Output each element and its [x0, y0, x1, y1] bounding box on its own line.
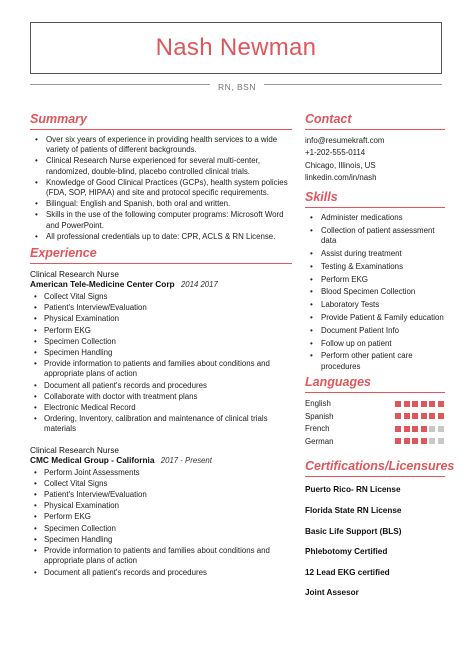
job-org-name: CMC Medical Group - California — [30, 454, 155, 465]
language-name: German — [305, 436, 334, 446]
experience-heading: Experience — [30, 246, 97, 261]
level-square-filled — [395, 413, 401, 419]
summary-item: • Skills in the use of the following computer programs: Microsoft Word and PowerPoint. — [30, 210, 292, 230]
job-duty: • Specimen Collection — [30, 524, 292, 534]
summary-item: • Bilingual: English and Spanish, both oral and written. — [30, 199, 292, 209]
job-duty: • Provide information to patients and families about conditions and appropriate plans of action — [30, 546, 292, 566]
languages-section — [305, 375, 445, 448]
contact-location: Chicago, Illinois, US — [305, 160, 376, 170]
summary-item: • Clinical Research Nurse experienced for several multi-center, randomized, double-blind, placebo controlled clinical trials. — [30, 156, 292, 176]
level-square-filled — [429, 413, 435, 419]
certifications-heading: Certifications/Licensures — [305, 459, 455, 474]
certification-item: Puerto Rico- RN License — [305, 485, 401, 495]
language-level — [395, 426, 444, 432]
level-square-empty — [429, 438, 435, 444]
job-duty: • Document all patient's records and procedures — [30, 568, 292, 578]
job-duty: • Collaborate with doctor with treatment plans — [30, 392, 292, 402]
skill-item: • Laboratory Tests — [305, 300, 445, 310]
skill-item: • Perform other patient care procedures — [305, 351, 445, 371]
contact-rule — [305, 129, 445, 130]
job-duty: • Perform EKG — [30, 512, 292, 522]
skills-heading: Skills — [305, 190, 338, 205]
level-square-filled — [412, 426, 418, 432]
level-square-filled — [404, 426, 410, 432]
skill-item: • Testing & Examinations — [305, 262, 445, 272]
skill-item: • Administer medications — [305, 213, 445, 223]
subtitle-wrap — [0, 77, 474, 95]
level-square-filled — [404, 413, 410, 419]
job-organization — [30, 455, 292, 466]
certification-item: Florida State RN License — [305, 505, 402, 515]
job-duty: • Ordering, Inventory, calibration and maintenance of clinical trials materials — [30, 414, 292, 434]
certifications-section — [305, 459, 455, 598]
level-square-filled — [412, 413, 418, 419]
name-box — [30, 22, 442, 74]
summary-item: • Knowledge of Good Clinical Practices (GCPs), health system policies (FDA, SOP, HIPAA) and site and protocol specific requirements. — [30, 178, 292, 198]
contact-phone[interactable]: +1-202-555-0114 — [305, 148, 366, 158]
skill-item: • Follow up on patient — [305, 339, 445, 349]
job-title: Clinical Research Nurse — [30, 444, 119, 455]
language-row — [305, 398, 445, 410]
job-duty: • Collect Vital Signs — [30, 479, 292, 489]
job-duties — [30, 292, 292, 435]
skill-item: • Blood Specimen Collection — [305, 287, 445, 297]
level-square-filled — [421, 438, 427, 444]
language-name: French — [305, 424, 330, 434]
job-duty: • Document all patient's records and procedures — [30, 381, 292, 391]
certifications-rule — [305, 476, 445, 477]
job-duty: • Collect Vital Signs — [30, 292, 292, 302]
job-duty: • Specimen Handling — [30, 348, 292, 358]
skill-item: • Collection of patient assessment data — [305, 226, 445, 246]
level-square-filled — [421, 401, 427, 407]
level-square-empty — [438, 438, 444, 444]
contact-linkedin[interactable]: linkedin.com/in/nash — [305, 172, 377, 182]
skills-list — [305, 213, 445, 372]
experience-rule — [30, 263, 292, 264]
job-duty: • Perform EKG — [30, 326, 292, 336]
skill-item: • Document Patient Info — [305, 326, 445, 336]
level-square-filled — [438, 413, 444, 419]
language-row — [305, 435, 445, 447]
job-dates: 2017 - Present — [160, 455, 212, 465]
level-square-filled — [395, 401, 401, 407]
job-duty: • Electronic Medical Record — [30, 403, 292, 413]
job-title: Clinical Research Nurse — [30, 269, 119, 280]
job-duty: • Patient's Interview/Evaluation — [30, 490, 292, 500]
skills-section — [305, 190, 445, 372]
job-organization — [30, 279, 292, 290]
level-square-empty — [429, 426, 435, 432]
level-square-filled — [412, 401, 418, 407]
skill-item: • Perform EKG — [305, 275, 445, 285]
job-duties — [30, 468, 292, 578]
job-duty: • Physical Examination — [30, 314, 292, 324]
languages-heading: Languages — [305, 374, 371, 389]
certification-item: Basic Life Support (BLS) — [305, 526, 402, 536]
summary-list — [30, 135, 292, 242]
language-name: English — [305, 399, 331, 409]
job-duty: • Physical Examination — [30, 501, 292, 511]
language-name: Spanish — [305, 411, 334, 421]
skill-item: • Assist during treatment — [305, 249, 445, 259]
certification-item: Phlebotomy Certified — [305, 547, 388, 557]
summary-heading: Summary — [30, 112, 87, 126]
summary-rule — [30, 129, 292, 130]
language-level — [395, 413, 444, 419]
certification-item: 12 Lead EKG certified — [305, 567, 390, 577]
language-level — [395, 401, 444, 407]
certification-item: Joint Assesor — [305, 588, 359, 598]
candidate-credentials: RN, BSN — [210, 82, 264, 92]
level-square-empty — [438, 426, 444, 432]
skill-item: • Provide Patient & Family education — [305, 313, 445, 323]
summary-item: • All professional credentials up to date: CPR, ACLS & RN License. — [30, 232, 292, 242]
level-square-filled — [412, 438, 418, 444]
candidate-name: Nash Newman — [155, 34, 317, 61]
job-duty: • Perform Joint Assessments — [30, 468, 292, 478]
language-row — [305, 423, 445, 435]
language-row — [305, 410, 445, 422]
language-level — [395, 438, 444, 444]
skills-rule — [305, 207, 445, 208]
job-entry — [30, 445, 292, 578]
contact-email[interactable]: info@resumekraft.com — [305, 136, 385, 145]
job-entry — [30, 269, 292, 435]
experience-section — [30, 246, 292, 578]
level-square-filled — [438, 401, 444, 407]
job-duty: • Provide information to patients and families about conditions and appropriate plans of action — [30, 359, 292, 379]
contact-section — [305, 112, 445, 184]
languages-list — [305, 398, 445, 448]
level-square-filled — [395, 426, 401, 432]
job-duty: • Patient's Interview/Evaluation — [30, 303, 292, 313]
level-square-filled — [395, 438, 401, 444]
contact-heading: Contact — [305, 112, 352, 126]
level-square-filled — [404, 438, 410, 444]
summary-section — [30, 112, 292, 242]
languages-rule — [305, 392, 445, 393]
right-column — [305, 112, 455, 609]
summary-item: • Over six years of experience in providing health services to a wide variety of patients of different backgrounds. — [30, 135, 292, 155]
level-square-filled — [429, 401, 435, 407]
job-duty: • Specimen Handling — [30, 535, 292, 545]
level-square-filled — [421, 413, 427, 419]
level-square-filled — [404, 401, 410, 407]
job-dates: 2014 2017 — [180, 280, 218, 290]
left-column — [30, 112, 292, 579]
job-duty: • Specimen Collection — [30, 337, 292, 347]
job-org-name: American Tele-Medicine Center Corp — [30, 279, 175, 290]
level-square-filled — [421, 426, 427, 432]
